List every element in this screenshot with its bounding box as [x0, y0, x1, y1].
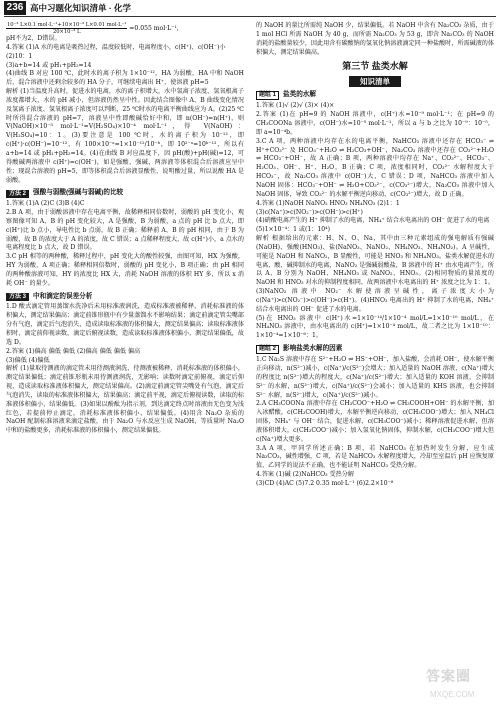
knowledge-list-title: 知识清单: [349, 76, 401, 87]
method-2-heading: [6, 189, 244, 198]
header-rule: [4, 16, 496, 17]
fraction-numerator: 10⁻³ L×0.1 mol·L⁻¹+10×10⁻³ L×0.01 mol·L⁻¹: [7, 22, 127, 28]
formula-line: [6, 22, 244, 35]
topic-2-heading: [256, 345, 494, 354]
fraction: [6, 22, 127, 35]
method-title: 中和滴定的误差分析: [33, 292, 93, 300]
method-tag: 方法 3: [6, 293, 29, 301]
t2-answer-4: 4.答案 (1)碱 (2)NaHCO₃ 受热分解: [256, 471, 354, 479]
formula-tail: =0.055 mol·L⁻¹，: [129, 25, 183, 32]
method-title: 强酸与弱酸(强碱与弱碱)的比较: [33, 189, 124, 197]
m2-answer-3: 3.C pH 相等的两种酸，稀释过程中，pH 变化大的酸性较强，由图可知，HX 为强酸，HY 为弱酸，A 项正确；稀释相同倍数时，弱酸的 pH 变化小，B 项正确；由 pH 相同的两种酸溶液可知，HY 的浓度比 HX 大，消耗 NaOH 溶液的体积 HY 多，所以 x 消耗 OH⁻ 的量少。: [6, 253, 244, 287]
topic-tag: 题组 2: [256, 345, 279, 354]
left-column: [6, 22, 244, 436]
page-header: [0, 0, 500, 16]
m3-answer-2b: (3)偏低 (4)偏低: [6, 356, 50, 364]
fraction-denominator: 20×10⁻³ L: [52, 29, 81, 35]
m3-analysis: 解析 (1)量取待测液的滴定管未用待测液润洗，待测液被稀释，消耗标准液的体积偏小，测定结果偏低；滴定前锥形瓶未用待测液润洗，无影响；读数时滴定前俯视，滴定后仰视，造成读取标准液体积偏大，测定结果偏高。(2)滴定前滴定管尖嘴处有气泡，滴定后气泡消失，读取的标准液体积偏大，结果偏高；滴定前平视，滴定后俯视读数，读取的标准液体积偏小，结果偏低。(3)如果以酚酞为指示剂，到达滴定终点时溶液由无色变为浅红色，若提前停止滴定，消耗标准液体积偏小，结果偏低。(4)用含 Na₂O 杂质的 NaOH 配制标准溶液来滴定盐酸，由于 Na₂O 与水反应生成 NaOH，等质量时 Na₂O 中和的盐酸更多，消耗标准液的体积偏小，测定结果偏低。: [6, 365, 244, 435]
watermark-url: MXQE.COM: [430, 690, 475, 699]
analysis-q4: 解析 (1)当温度升高时，促进水的电离，水的离子积增大，水中氢离子浓度、氢氧根离子浓度都增大，水的 pH 减小，但溶液仍然呈中性。因此结合图像中 A、B 曲线变化情况及氢离子浓度、氢氧根离子浓度可以判断，25 ℃时水的电离平衡曲线应为 A。(2)25 ℃时所得混合溶液的 pH=7，溶液呈中性即酸碱恰好中和，即 n(OH⁻)=n(H⁺)，则 V(NaOH)×10⁻⁵ mol·L⁻¹=V(H₂SO₄)×10⁻⁴ mol·L⁻¹，得 V(NaOH)：V(H₂SO₄)=10：1。(3)要注意是 100 ℃时，水的离子积为 10⁻¹²，即 c(H⁺)·c(OH⁻)=10⁻¹²，有 100×10⁻ᵃ=1×10⁻¹²/10⁻ᵇ，即 10²⁻ᵃ=10ᵇ⁻¹²，所以有 a+b=14 或 pH₁+pH₂=14。(4)在曲线 B 对应温度下，因 pH(酸)+pH(碱)=12，可得酸碱两溶液中 c(H⁺)=c(OH⁻)，如是强酸、强碱，两溶液等体积混合后溶液应呈中性；现混合溶液的 pH=5，即等体积混合后溶液显酸性，说明酸过量，所以说酸 HA 是弱酸。: [6, 88, 244, 184]
text-line: pH不为2，D错误。: [6, 35, 61, 42]
m3-answer-2: 2.答案 (1)偏高 偏低 偏低 (2)偏高 偏低 偏低 偏高: [6, 347, 141, 355]
t2-answer-1: 1.C Na₂S 溶液中存在 S²⁻+H₂O ⇌ HS⁻+OH⁻，加入盐酸，会消耗 OH⁻，使水解平衡正向移动，n(S²⁻)减小，c(Na⁺)/c(S²⁻)会增大；加入适量的 NaOH 溶液，c(Na⁺)增大的程度比 n(S²⁻)增大的程度大，c(Na⁺)/c(S²⁻)增大；加入适量的 KOH 溶液，会抑制 S²⁻ 的水解，n(S²⁻)增大，c(Na⁺)/c(S²⁻)会减小；加入适量的 KHS 溶液，也会抑制 S²⁻ 水解，n(S²⁻)增大，c(Na⁺)/c(S²⁻)减小。: [256, 356, 494, 399]
right-column: [256, 22, 494, 489]
t1-answer-4: 4.答案 (1)NaOH NaNO₂ HNO₃ NH₄NO₃ (2)1：1: [256, 199, 400, 207]
continued-paragraph: 的 NaOH 的量比所需纯 NaOH 少，结果偏低。若 NaOH 中含有 Na₂CO₃ 杂质，由于 1 mol HCl 所需 NaOH 为 40 g，而所需 Na₂CO₃ 为 53 g，即含 Na₂CO₃ 的 NaOH 消耗的盐酸量较少，因此用含有碳酸钠的氢氧化钠溶液滴定同一种盐酸时，所需碱液的体积偏大，测定结果偏高。: [256, 22, 494, 56]
watermark-text: 答案圈: [426, 668, 471, 684]
watermark-logo: [424, 660, 492, 710]
page-number: 236: [4, 1, 26, 15]
m3-answer-1: 1.D 酸式滴定管用蒸馏水洗净后未用标准液润洗，造成标准液被稀释，消耗标准液的体积偏大，测定结果偏高；滴定前锥形瓶中有少量蒸馏水不影响结果；滴定前滴定管尖嘴部分有气泡，滴定后气泡消失，造成读取标准液的体积偏大，测定结果偏高；读取标准液体积时，滴定前仰视读数，滴定后俯视读数，造成读取标准液体积偏小，测定结果偏低，故选 D。: [6, 303, 244, 346]
t1-answer-4b: (3)c(Na⁺)>c(NO₂⁻)>c(OH⁻)>c(H⁺): [256, 208, 363, 216]
answer-q4: 4.答案 (1)A 水的电离是吸热过程，温度较低时，电离程度小，c(H⁺)、c(OH⁻)小: [6, 43, 226, 51]
m2-answer-1: 1.答案 (1)A (2)C (3)B (4)C: [6, 200, 85, 208]
method-tag: 方法 2: [6, 190, 29, 198]
answer-q4-4: (4)曲线 B 对应 100 ℃，此时水的离子积为 1×10⁻¹²，HA 为弱酸，HA 中和 NaOH 后，混合溶液中还剩余较多的 HA 分子，可继续电离出 H⁺，使溶液 pH=5: [6, 70, 244, 87]
m2-answer-2: 2.B A 项，由于弱酸溶液中存在电离平衡，故稀释相同倍数时，弱酸的 pH 变化小，观察图像可知 A、B 的 pH 变化较大，A 是强酸，B 为弱酸，a 点的 pH 比 b 点大，即 c(H⁺)比 b 点小，导电性比 b 点弱，故 B 正确；稀释前 A、B 的 pH 相同，由于 B 为弱酸，故 B 的浓度大于 A 的浓度，故 C 错误；a 点稀释程度大，故 c(H⁺)小，a 点水的电离程度比 b 点大，故 D 错误。: [6, 209, 244, 252]
book-title: 高中习题化知识清单 · 化学: [30, 3, 132, 13]
topic-tag: 题组 1: [256, 91, 279, 100]
t2-answer-4b: (3)CD (4)AC (5)7.2 0.35 mol·L⁻¹ (6)2.2×10⁻⁸: [256, 479, 394, 487]
topic-title: 盐类的水解: [283, 91, 316, 99]
answer-q4-2: (2)10：1: [6, 52, 33, 60]
t1-answer-2: 2.答案 (1)在 pH=9 的 NaOH 溶液中，c(H⁺)水=10⁻⁹ mol·L⁻¹；在 pH=9 的 CH₃COONa 溶液中，c(OH⁻)水=10⁻⁵ mol·L⁻¹，所以 a 与 b 之比为 10⁻⁹：10⁻⁵，即 a=10⁻⁴b。: [256, 111, 494, 136]
t1-answer-1: 1.答案 (1)√ (2)√ (3)× (4)×: [256, 102, 335, 110]
t1-answer-4c: (4)硝酸电离产生的 H⁺ 抑制了水的电离，NH₄⁺ 结合水电离出的 OH⁻ 促进了水的电离: [256, 217, 490, 225]
t1-answer-3: 3.C A 项，两种溶液中均存在水的电离平衡，NaHCO₃ 溶液中还存在 HCO₃⁻ ⇌ H⁺+CO₃²⁻ 及 HCO₃⁻+H₂O ⇌ H₂CO₃+OH⁻，Na₂CO₃ 溶液中还存在 CO₃²⁻+H₂O ⇌ HCO₃⁻+OH⁻，故 A 正确；B 项，两种溶液中均存在 Na⁺、CO₃²⁻、HCO₃⁻、H₂CO₃、OH⁻、H⁺、H₂O，B 正确；C 项，浓度相同时，CO₃²⁻ 水解程度大于 HCO₃⁻，故 Na₂CO₃ 溶液中 c(OH⁻)大，C 错误；D 项，NaHCO₃ 溶液中加入 NaOH 固体：HCO₃⁻+OH⁻ ⇌ H₂O+CO₃²⁻，c(CO₃²⁻)增大，Na₂CO₃ 溶液中加入 NaOH 固体，导致 CO₃²⁻ 的水解平衡逆向移动，c(CO₃²⁻)增大，故 D 正确。: [256, 137, 494, 198]
topic-1-heading: [256, 91, 494, 100]
t1-analysis: 解析 根据给出的元素：H、N、O、Na，其中由三种元素组成的强电解质有强碱(NaOH)、强酸(HNO₃)、盐(NaNO₃、NaNO₂、NH₄NO₃、NH₄NO₂)。A 呈碱性，可能是 NaOH 和 NaNO₂，B 显酸性，可能是 HNO₃ 和 NH₄NO₃。盐类水解促进水的电离，酸、碱抑制水的电离，NaNO₂ 是强碱弱酸盐，B 溶液中的 H⁺ 由水电离产生，所以 A、B 分别为 NaOH、NH₄NO₃ 或 NaNO₂、HNO₃。(2)相同物质的量浓度的 NaOH 和 HNO₃ 对水的抑制程度相同，故两溶液中水电离出的 H⁺ 浓度之比为 1：1。(3)NaNO₂ 溶液中 NO₂⁻ 水解使溶液呈碱性，离子浓度大小为 c(Na⁺)>c(NO₂⁻)>c(OH⁻)>c(H⁺)。(4)HNO₃ 电离出的 H⁺ 抑制了水的电离，NH₄⁺ 结合水电离出的 OH⁻ 促进了水的电离。: [256, 235, 494, 313]
answer-q4-3: (3)a+b=14 或 pH₁+pH₂=14: [6, 61, 92, 69]
topic-title: 影响盐类水解的因素: [283, 345, 343, 353]
t2-answer-2: 2.A CH₃COONa 溶液中存在 CH₃COO⁻+H₂O ⇌ CH₃COOH+OH⁻ 的水解平衡，加入冰醋酸，c(CH₃COOH)增大，水解平衡逆向移动，c(CH₃COO⁻)增大；加入 NH₄Cl 固体，NH₄⁺ 与 OH⁻ 结合，促进水解，c(CH₃COO⁻)减小；稀释溶液促进水解，但溶液体积增大，c(CH₃COO⁻)减小；加入氢氧化钠固体，抑制水解，c(CH₃COO⁻)增大但 c(Na⁺)增大更多。: [256, 400, 494, 443]
section-title: 第三节 盐类水解: [342, 61, 408, 72]
t2-answer-3: 3.A A 项，甲同学所述正确；B 项，若 NaHCO₃ 在加热时发生分解，应生成 Na₂CO₃，碱性增强，C 项，若是 NaHCO₃ 水解程度增大，冷却至室温后 pH 应恢复原值，乙同学的说法不正确，也不能证明 NaHCO₃ 受热分解。: [256, 444, 494, 470]
t1-answer-4d: (5)1×10⁻⁴：1 或(1：10⁴): [256, 226, 330, 234]
t1-answer-5: (5)在 HNO₃ 溶液中 c(H⁺)水=1×10⁻¹⁴/1×10⁻⁴ mol/L=1×10⁻¹⁰ mol/L，在 NH₄NO₃ 溶液中，由水电离出的 c(H⁺)=1×10⁻⁴ mol/L，故二者之比为 1×10⁻¹⁰：1×10⁻⁴=1×10⁻⁶：1。: [256, 314, 494, 340]
method-3-heading: [6, 293, 244, 302]
